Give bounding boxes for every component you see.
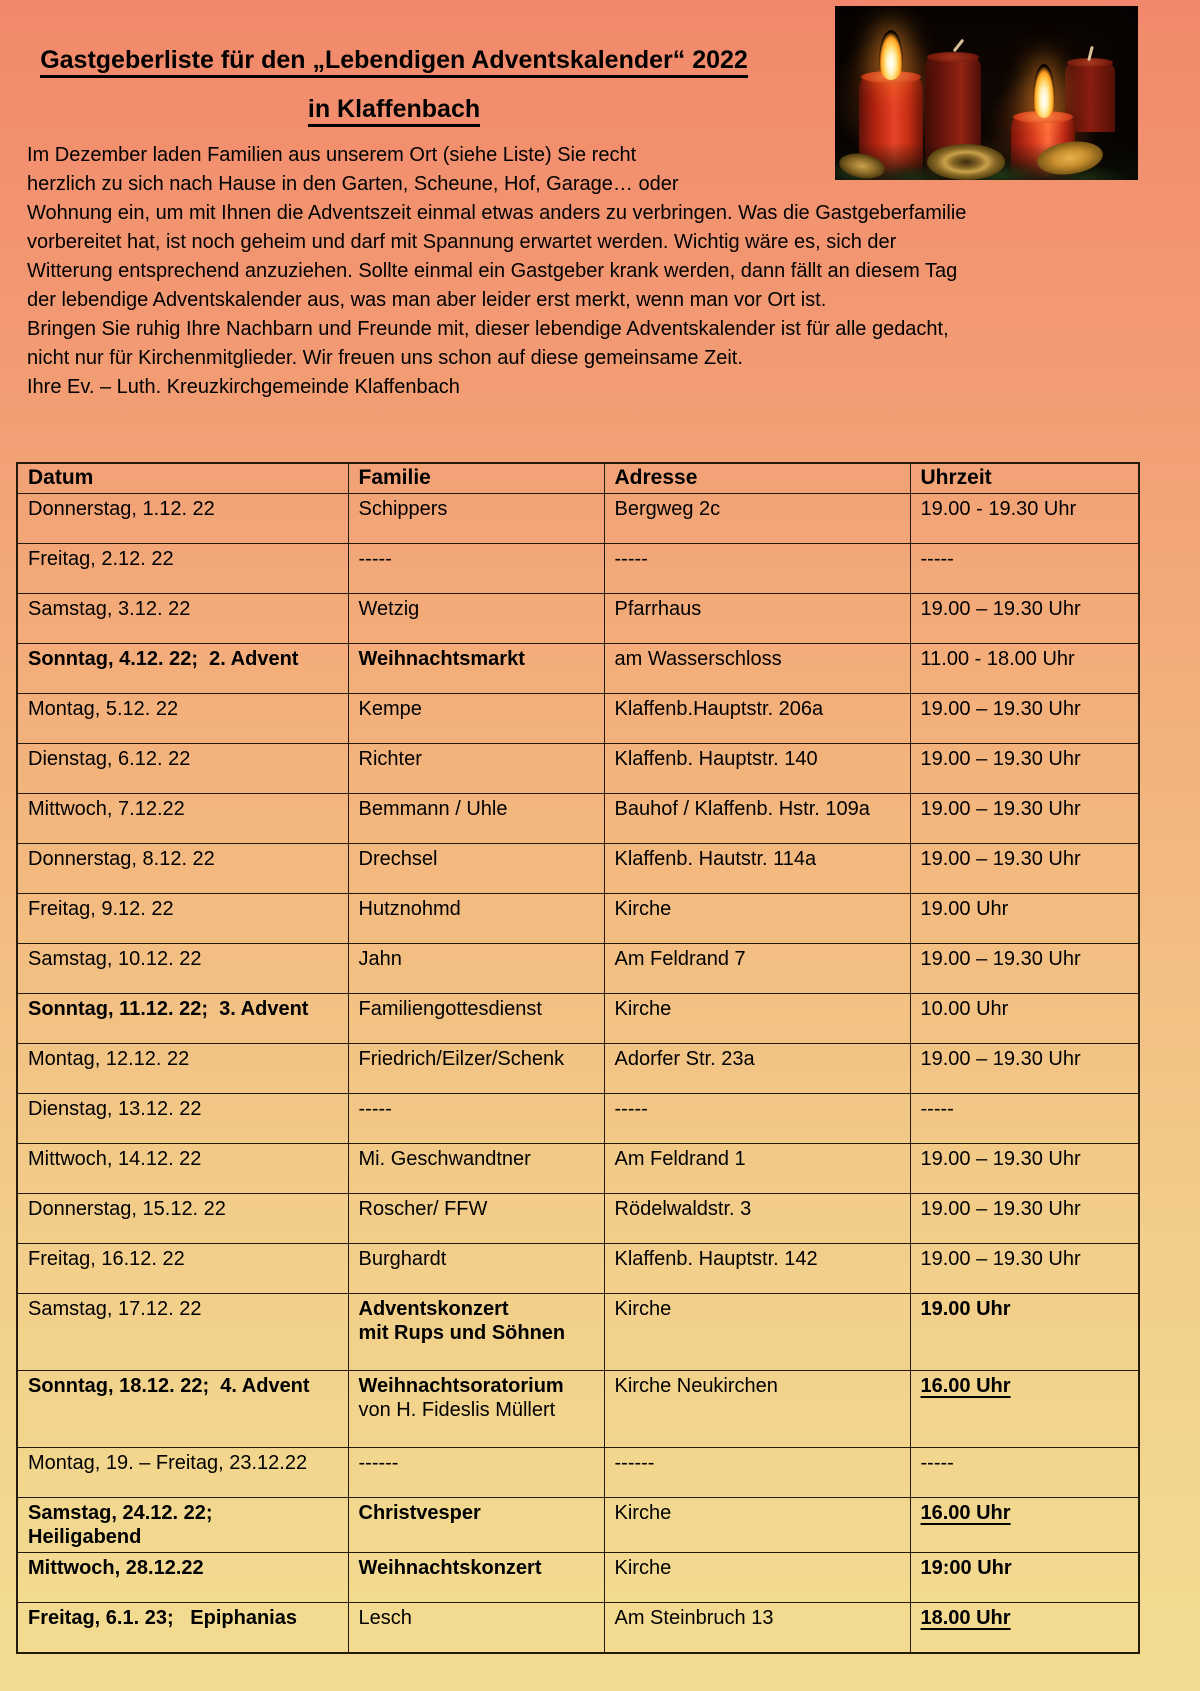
table-cell-adresse xyxy=(604,1371,910,1448)
table-cell-adresse xyxy=(604,894,910,944)
cell-text: Kirche xyxy=(614,1298,672,1320)
table-cell-uhrzeit xyxy=(910,844,1139,894)
table-row xyxy=(17,644,1139,694)
table-cell-uhrzeit xyxy=(910,1553,1139,1603)
table-cell-adresse xyxy=(604,1553,910,1603)
intro-paragraph xyxy=(27,141,966,402)
table-cell-familie xyxy=(348,544,604,594)
table-cell-uhrzeit xyxy=(910,1244,1139,1294)
table-cell-datum xyxy=(17,744,348,794)
table-cell-uhrzeit xyxy=(910,544,1139,594)
cell-text: Bauhof / Klaffenb. Hstr. 109a xyxy=(614,798,870,820)
cell-text: Samstag, 24.12. 22; xyxy=(28,1502,213,1524)
table-row xyxy=(17,1448,1139,1498)
table-cell-familie xyxy=(348,944,604,994)
table-cell-adresse xyxy=(604,1094,910,1144)
table-cell-adresse xyxy=(604,1244,910,1294)
intro-line: Im Dezember laden Familien aus unserem Ort (siehe Liste) Sie recht xyxy=(27,144,637,166)
cell-text: Hutznohmd xyxy=(358,898,461,920)
candle-wick xyxy=(953,39,965,53)
cell-text: 19.00 – 19.30 Uhr xyxy=(920,698,1081,720)
cell-text: 10.00 Uhr xyxy=(920,998,1009,1020)
cell-text: Bergweg 2c xyxy=(614,498,721,520)
cell-text: Mittwoch, 28.12.22 xyxy=(28,1557,204,1579)
table-row xyxy=(17,844,1139,894)
table-row xyxy=(17,544,1139,594)
cell-text: ----- xyxy=(920,1098,954,1120)
table-cell-datum xyxy=(17,1244,348,1294)
cell-text: 19:00 Uhr xyxy=(920,1557,1012,1579)
table-cell-familie xyxy=(348,1371,604,1448)
cell-text: Samstag, 3.12. 22 xyxy=(28,598,191,620)
cell-text: Weihnachtsoratorium xyxy=(358,1375,564,1397)
table-cell-datum xyxy=(17,494,348,544)
table-row xyxy=(17,1144,1139,1194)
table-row xyxy=(17,1294,1139,1371)
cell-text: Christvesper xyxy=(358,1502,481,1524)
table-cell-adresse xyxy=(604,994,910,1044)
cell-text: Klaffenb.Hauptstr. 206a xyxy=(614,698,824,720)
table-cell-uhrzeit xyxy=(910,944,1139,994)
cell-text: Montag, 19. – Freitag, 23.12.22 xyxy=(28,1452,308,1474)
cell-text: Mittwoch, 14.12. 22 xyxy=(28,1148,202,1170)
table-row xyxy=(17,1044,1139,1094)
table-cell-datum xyxy=(17,844,348,894)
page-title-line2 xyxy=(24,85,764,134)
table-cell-familie xyxy=(348,1294,604,1371)
cell-text: 19.00 – 19.30 Uhr xyxy=(920,1148,1081,1170)
column-header-datum: Datum xyxy=(17,463,348,494)
cell-text: Am Steinbruch 13 xyxy=(614,1607,774,1629)
intro-line: vorbereitet hat, ist noch geheim und darf mit Spannung erwartet werden. Wichtig wäre es, sich der xyxy=(27,231,897,253)
page-title-line1 xyxy=(24,36,764,85)
cell-text: ----- xyxy=(920,548,954,570)
cell-text: Am Feldrand 7 xyxy=(614,948,746,970)
table-row xyxy=(17,1603,1139,1654)
table-cell-familie xyxy=(348,994,604,1044)
cell-text: Friedrich/Eilzer/Schenk xyxy=(358,1048,565,1070)
cell-text: Kirche xyxy=(614,898,672,920)
column-header-uhrzeit: Uhrzeit xyxy=(910,463,1139,494)
cell-text: 19.00 – 19.30 Uhr xyxy=(920,798,1081,820)
intro-line: nicht nur für Kirchenmitglieder. Wir freuen uns schon auf diese gemeinsame Zeit. xyxy=(27,347,743,369)
table-cell-familie xyxy=(348,794,604,844)
table-cell-datum xyxy=(17,694,348,744)
cell-text: Donnerstag, 15.12. 22 xyxy=(28,1198,226,1220)
cell-text: ----- xyxy=(920,1452,954,1474)
table-cell-uhrzeit xyxy=(910,744,1139,794)
cell-text: Weihnachtskonzert xyxy=(358,1557,542,1579)
cell-text: Mi. Geschwandtner xyxy=(358,1148,531,1170)
cell-text: Rödelwaldstr. 3 xyxy=(614,1198,752,1220)
table-cell-adresse xyxy=(604,1144,910,1194)
table-cell-adresse xyxy=(604,844,910,894)
cell-text: Kirche Neukirchen xyxy=(614,1375,778,1397)
advent-candles-photo xyxy=(835,6,1138,180)
cell-text: ------ xyxy=(358,1452,399,1474)
table-cell-familie xyxy=(348,594,604,644)
cell-text: Weihnachtsmarkt xyxy=(358,648,525,670)
table-row xyxy=(17,1498,1139,1553)
table-cell-datum xyxy=(17,1498,348,1553)
cell-text: 19.00 – 19.30 Uhr xyxy=(920,1248,1081,1270)
table-cell-familie xyxy=(348,1144,604,1194)
intro-line: der lebendige Adventskalender aus, was man aber leider erst merkt, wenn man vor Ort ist. xyxy=(27,289,827,311)
table-row xyxy=(17,994,1139,1044)
table-cell-familie xyxy=(348,1094,604,1144)
cell-text: Donnerstag, 8.12. 22 xyxy=(28,848,215,870)
cell-text: 19.00 Uhr xyxy=(920,898,1009,920)
table-cell-datum xyxy=(17,1448,348,1498)
cell-text: Familiengottesdienst xyxy=(358,998,542,1020)
table-cell-datum xyxy=(17,894,348,944)
table-cell-familie xyxy=(348,1044,604,1094)
intro-line: Ihre Ev. – Luth. Kreuzkirchgemeinde Klaffenbach xyxy=(27,376,460,398)
dried-orange-decoration xyxy=(927,144,1005,180)
candle-flame xyxy=(1033,64,1055,118)
cell-text: Adventskonzert xyxy=(358,1298,509,1320)
intro-line: Bringen Sie ruhig Ihre Nachbarn und Freunde mit, dieser lebendige Adventskalender ist für alle gedacht, xyxy=(27,318,949,340)
cell-text: Bemmann / Uhle xyxy=(358,798,508,820)
cell-text: mit Rups und Söhnen xyxy=(358,1322,566,1344)
candle-flame xyxy=(879,30,903,80)
table-cell-uhrzeit xyxy=(910,1094,1139,1144)
table-cell-uhrzeit xyxy=(910,644,1139,694)
table-cell-uhrzeit xyxy=(910,1498,1139,1553)
cell-text: Adorfer Str. 23a xyxy=(614,1048,755,1070)
cell-text: Montag, 5.12. 22 xyxy=(28,698,179,720)
table-cell-adresse xyxy=(604,944,910,994)
cell-text: 19.00 – 19.30 Uhr xyxy=(920,948,1081,970)
table-cell-familie xyxy=(348,894,604,944)
table-cell-uhrzeit xyxy=(910,1144,1139,1194)
table-row xyxy=(17,744,1139,794)
cell-text: 19.00 – 19.30 Uhr xyxy=(920,748,1081,770)
cell-text: Samstag, 17.12. 22 xyxy=(28,1298,202,1320)
cell-text: 19.00 - 19.30 Uhr xyxy=(920,498,1077,520)
cell-text: Freitag, 16.12. 22 xyxy=(28,1248,185,1270)
cell-text: Dienstag, 13.12. 22 xyxy=(28,1098,202,1120)
cell-text: Sonntag, 4.12. 22; 2. Advent xyxy=(28,648,299,670)
cell-text: Lesch xyxy=(358,1607,412,1629)
table-cell-adresse xyxy=(604,1294,910,1371)
cell-text: Am Feldrand 1 xyxy=(614,1148,746,1170)
table-cell-familie xyxy=(348,744,604,794)
cell-text: Heiligabend xyxy=(28,1526,142,1548)
table-cell-datum xyxy=(17,544,348,594)
cell-text: Schippers xyxy=(358,498,448,520)
table-row xyxy=(17,694,1139,744)
page-title-text2: in Klaffenbach xyxy=(308,95,480,127)
cell-text: von H. Fideslis Müllert xyxy=(358,1399,556,1421)
cell-text: ----- xyxy=(358,1098,392,1120)
schedule-table-wrap xyxy=(16,462,1140,1654)
cell-text: Kirche xyxy=(614,998,672,1020)
intro-line: Witterung entsprechend anzuziehen. Sollte einmal ein Gastgeber krank werden, dann fällt an diesem Tag xyxy=(27,260,958,282)
page-title xyxy=(24,36,764,134)
table-cell-datum xyxy=(17,1603,348,1654)
cell-text: Roscher/ FFW xyxy=(358,1198,488,1220)
cell-text: Kirche xyxy=(614,1502,672,1524)
table-cell-familie xyxy=(348,1498,604,1553)
table-cell-adresse xyxy=(604,1498,910,1553)
table-cell-datum xyxy=(17,794,348,844)
table-cell-datum xyxy=(17,644,348,694)
cell-text: 16.00 Uhr xyxy=(920,1375,1011,1397)
table-row xyxy=(17,594,1139,644)
cell-text: 19.00 – 19.30 Uhr xyxy=(920,848,1081,870)
table-cell-uhrzeit xyxy=(910,994,1139,1044)
table-cell-datum xyxy=(17,1194,348,1244)
table-cell-adresse xyxy=(604,494,910,544)
table-cell-adresse xyxy=(604,794,910,844)
cell-text: 18.00 Uhr xyxy=(920,1607,1011,1629)
cell-text: Freitag, 6.1. 23; Epiphanias xyxy=(28,1607,297,1629)
cell-text: Drechsel xyxy=(358,848,438,870)
page-title-text1: Gastgeberliste für den „Lebendigen Adventskalender“ 2022 xyxy=(40,46,748,78)
cell-text: Wetzig xyxy=(358,598,420,620)
table-row xyxy=(17,1094,1139,1144)
cell-text: Kirche xyxy=(614,1557,672,1579)
cell-text: am Wasserschloss xyxy=(614,648,782,670)
cell-text: Mittwoch, 7.12.22 xyxy=(28,798,185,820)
table-cell-adresse xyxy=(604,1448,910,1498)
cell-text: Klaffenb. Hautstr. 114a xyxy=(614,848,817,870)
table-cell-datum xyxy=(17,1144,348,1194)
cell-text: Sonntag, 11.12. 22; 3. Advent xyxy=(28,998,309,1020)
table-cell-uhrzeit xyxy=(910,494,1139,544)
cell-text: Montag, 12.12. 22 xyxy=(28,1048,190,1070)
table-cell-uhrzeit xyxy=(910,594,1139,644)
table-cell-uhrzeit xyxy=(910,1603,1139,1654)
table-cell-familie xyxy=(348,494,604,544)
table-cell-adresse xyxy=(604,744,910,794)
table-row xyxy=(17,494,1139,544)
table-cell-datum xyxy=(17,594,348,644)
table-cell-uhrzeit xyxy=(910,894,1139,944)
table-header-row xyxy=(17,463,1139,494)
cell-text: Burghardt xyxy=(358,1248,447,1270)
table-cell-uhrzeit xyxy=(910,1294,1139,1371)
table-cell-familie xyxy=(348,1448,604,1498)
intro-line: Wohnung ein, um mit Ihnen die Adventszeit einmal etwas anders zu verbringen. Was die Gastgeberfamilie xyxy=(27,202,967,224)
table-cell-adresse xyxy=(604,1044,910,1094)
cell-text: ----- xyxy=(614,548,648,570)
cell-text: ------ xyxy=(614,1452,655,1474)
table-row xyxy=(17,1371,1139,1448)
cell-text: Sonntag, 18.12. 22; 4. Advent xyxy=(28,1375,310,1397)
cell-text: Pfarrhaus xyxy=(614,598,702,620)
table-cell-datum xyxy=(17,1094,348,1144)
table-cell-datum xyxy=(17,944,348,994)
table-cell-datum xyxy=(17,1044,348,1094)
table-cell-familie xyxy=(348,1194,604,1244)
cell-text: ----- xyxy=(358,548,392,570)
table-cell-familie xyxy=(348,1603,604,1654)
intro-line: herzlich zu sich nach Hause in den Garten, Scheune, Hof, Garage… oder xyxy=(27,173,679,195)
cell-text: 19.00 – 19.30 Uhr xyxy=(920,1198,1081,1220)
cell-text: Samstag, 10.12. 22 xyxy=(28,948,202,970)
table-cell-uhrzeit xyxy=(910,1448,1139,1498)
table-cell-familie xyxy=(348,694,604,744)
cell-text: 11.00 - 18.00 Uhr xyxy=(920,648,1075,670)
cell-text: Klaffenb. Hauptstr. 142 xyxy=(614,1248,818,1270)
cell-text: Dienstag, 6.12. 22 xyxy=(28,748,191,770)
table-cell-uhrzeit xyxy=(910,694,1139,744)
table-cell-datum xyxy=(17,994,348,1044)
cell-text: Richter xyxy=(358,748,422,770)
table-cell-datum xyxy=(17,1553,348,1603)
table-cell-datum xyxy=(17,1294,348,1371)
table-cell-adresse xyxy=(604,1194,910,1244)
table-cell-adresse xyxy=(604,544,910,594)
table-cell-adresse xyxy=(604,694,910,744)
table-row xyxy=(17,1244,1139,1294)
table-cell-adresse xyxy=(604,594,910,644)
table-row xyxy=(17,1194,1139,1244)
cell-text: Freitag, 2.12. 22 xyxy=(28,548,174,570)
table-cell-familie xyxy=(348,844,604,894)
cell-text: ----- xyxy=(614,1098,648,1120)
cell-text: Kempe xyxy=(358,698,422,720)
table-cell-uhrzeit xyxy=(910,1371,1139,1448)
table-row xyxy=(17,794,1139,844)
table-row xyxy=(17,894,1139,944)
table-cell-uhrzeit xyxy=(910,794,1139,844)
table-cell-familie xyxy=(348,1244,604,1294)
table-cell-familie xyxy=(348,1553,604,1603)
table-cell-uhrzeit xyxy=(910,1194,1139,1244)
table-cell-adresse xyxy=(604,644,910,694)
table-cell-familie xyxy=(348,644,604,694)
table-cell-adresse xyxy=(604,1603,910,1654)
table-row xyxy=(17,944,1139,994)
table-row xyxy=(17,1553,1139,1603)
column-header-familie: Familie xyxy=(348,463,604,494)
cell-text: Jahn xyxy=(358,948,402,970)
cell-text: 19.00 Uhr xyxy=(920,1298,1011,1320)
cell-text: Freitag, 9.12. 22 xyxy=(28,898,174,920)
cell-text: Klaffenb. Hauptstr. 140 xyxy=(614,748,818,770)
table-cell-datum xyxy=(17,1371,348,1448)
schedule-table-body xyxy=(17,494,1139,1654)
table-cell-uhrzeit xyxy=(910,1044,1139,1094)
cell-text: 19.00 – 19.30 Uhr xyxy=(920,1048,1081,1070)
cell-text: Donnerstag, 1.12. 22 xyxy=(28,498,215,520)
cell-text: 19.00 – 19.30 Uhr xyxy=(920,598,1081,620)
schedule-table xyxy=(16,462,1140,1654)
cell-text: 16.00 Uhr xyxy=(920,1502,1011,1524)
column-header-adresse: Adresse xyxy=(604,463,910,494)
